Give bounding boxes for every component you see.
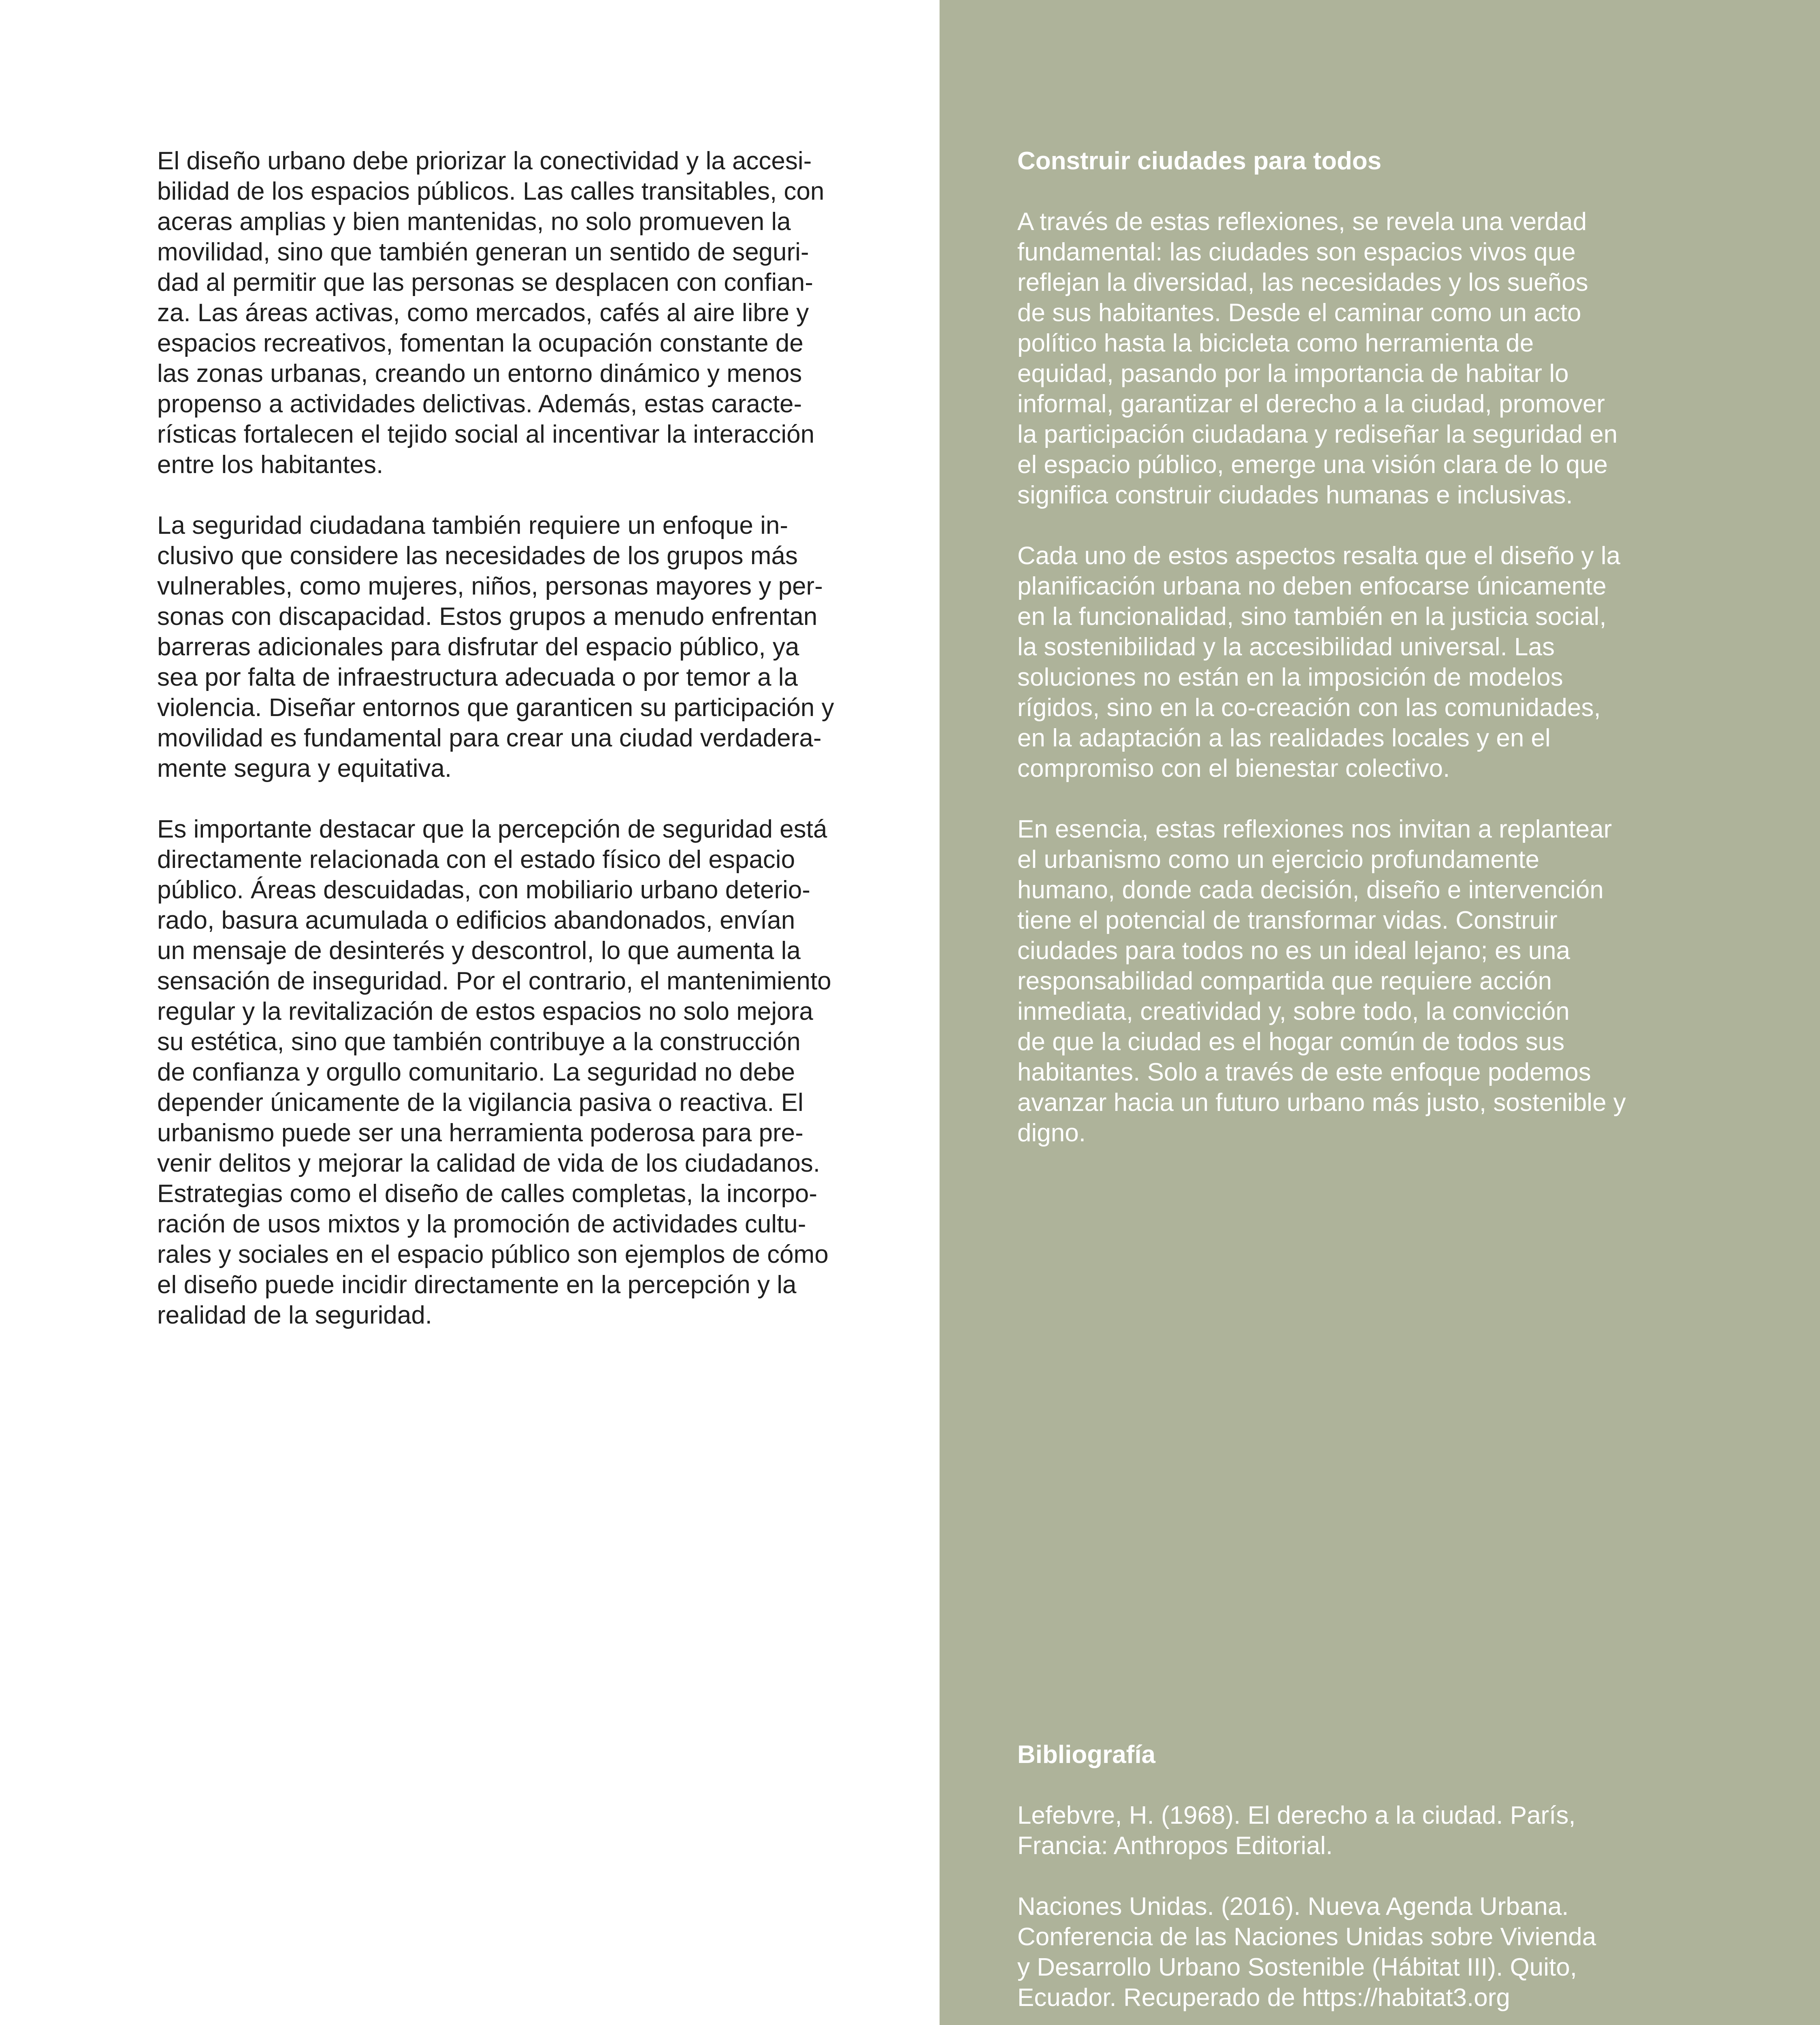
bibliography-entry-1: Lefebvre, H. (1968). El derecho a la ciudad. París, Francia: Anthropos Editorial. <box>1017 1801 1576 1860</box>
main-body-text <box>157 146 906 1361</box>
sidebar-paragraph-3: En esencia, estas reflexiones nos invitan a replantear el urbanismo como un ejercicio profundamente humano, donde cada decisión, diseño e intervención tiene el potencial de transformar vidas. Construir ciudades para todos no es un ideal lejano; es una responsabilidad compartida que requiere acción inmediata, creatividad y, sobre todo, la convicción de que la ciudad es el hogar común de todos sus habitantes. Solo a través de este enfoque podemos avanzar hacia un futuro urbano más justo, sostenible y digno. <box>1017 815 1626 1147</box>
sidebar-paragraph-2: Cada uno de estos aspectos resalta que el diseño y la planificación urbana no deben enfocarse únicamente en la funcionalidad, sino también en la justicia social, la sostenibilidad y la accesibilidad universal. Las soluciones no están en la imposición de modelos rígidos, sino en la co-creación con las comunidades, en la adaptación a las realidades locales y en el compromiso con el bienestar colectivo. <box>1017 542 1620 782</box>
bibliography-heading: Bibliografía <box>1017 1741 1156 1769</box>
body-paragraph-2: La seguridad ciudadana también requiere un enfoque in- clusivo que considere las necesidades de los grupos más vulnerables, como mujeres, niños, personas mayores y per- sonas con discapacidad. Estos grupos a menudo enfrentan barreras adicionales para disfrutar del espacio público, ya sea por falta de infraestructura adecuada o por temor a la violencia. Diseñar entornos que garanticen su participación y movilidad es fundamental para crear una ciudad verdadera- mente segura y equitativa. <box>157 512 834 782</box>
bibliography-entry-2: Naciones Unidas. (2016). Nueva Agenda Urbana. Conferencia de las Naciones Unidas sobre Vivienda y Desarrollo Urbano Sostenible (Hábitat III). Quito, Ecuador. Recuperado de https://habitat3.org <box>1017 1893 1596 2012</box>
body-paragraph-1: El diseño urbano debe priorizar la conectividad y la accesi- bilidad de los espacios públicos. Las calles transitables, con aceras amplias y bien mantenidas, no solo promueven la movilidad, sino que también generan un sentido de seguri- dad al permitir que las personas se desplacen con confian- za. Las áreas activas, como mercados, cafés al aire libre y espacios recreativos, fomentan la ocupación constante de las zonas urbanas, creando un entorno dinámico y menos propenso a actividades delictivas. Además, estas caracte- rísticas fortalecen el tejido social al incentivar la interacción entre los habitantes. <box>157 147 825 479</box>
sidebar-heading: Construir ciudades para todos <box>1017 147 1382 175</box>
sidebar-paragraph-1: A través de estas reflexiones, se revela una verdad fundamental: las ciudades son espacios vivos que reflejan la diversidad, las necesidades y los sueños de sus habitantes. Desde el caminar como un acto político hasta la bicicleta como herramienta de equidad, pasando por la importancia de habitar lo informal, garantizar el derecho a la ciudad, promover la participación ciudadana y rediseñar la seguridad en el espacio público, emerge una visión clara de lo que significa construir ciudades humanas e inclusivas. <box>1017 208 1618 509</box>
body-paragraph-3: Es importante destacar que la percepción de seguridad está directamente relacionada con el estado físico del espacio público. Áreas descuidadas, con mobiliario urbano deterio- rado, basura acumulada o edificios abandonados, envían un mensaje de desinterés y descontrol, lo que aumenta la sensación de inseguridad. Por el contrario, el mantenimiento regular y la revitalización de estos espacios no solo mejora su estética, sino que también contribuye a la construcción de confianza y orgullo comunitario. La seguridad no debe depender únicamente de la vigilancia pasiva o reactiva. El urbanismo puede ser una herramienta poderosa para pre- venir delitos y mejorar la calidad de vida de los ciudadanos. Estrategias como el diseño de calles completas, la incorpo- ración de usos mixtos y la promoción de actividades cultu- rales y sociales en el espacio público son ejemplos de cómo el diseño puede incidir directamente en la percepción y la realidad de la seguridad. <box>157 815 831 1329</box>
bibliography-section <box>1017 1739 1706 2025</box>
sidebar-text <box>1017 146 1706 1179</box>
